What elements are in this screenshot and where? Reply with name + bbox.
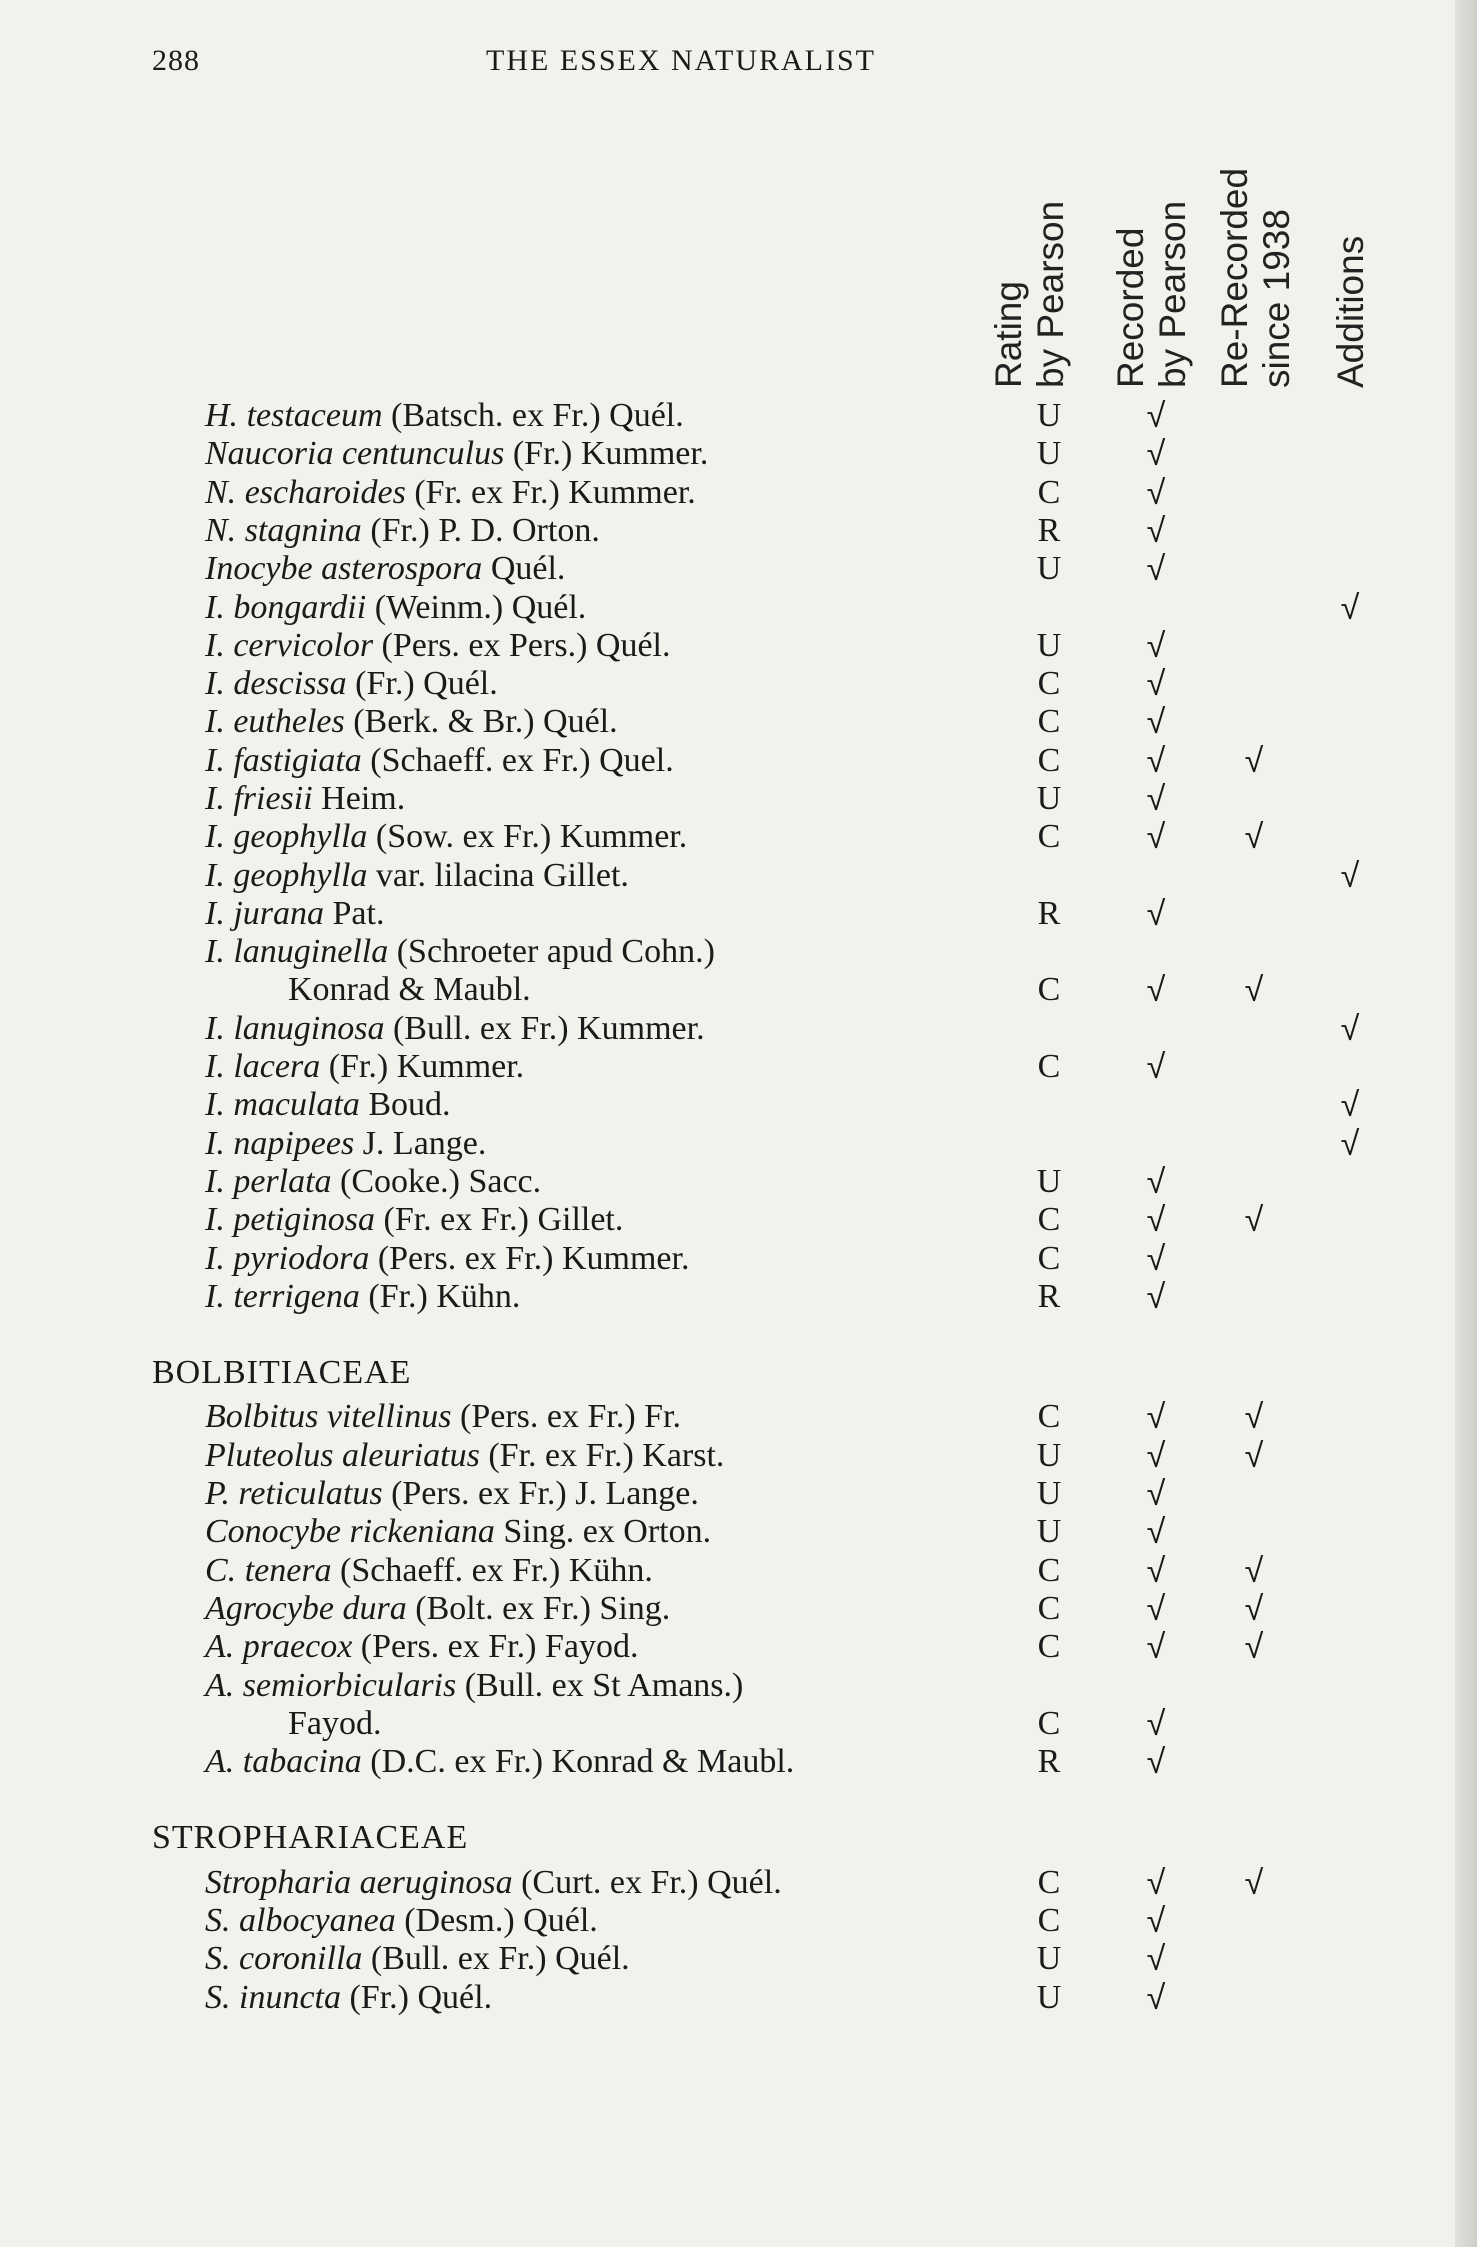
species-name (205, 1902, 598, 1940)
author-text: var. lilacina Gillet. (375, 857, 629, 894)
author-text: (Fr. ex Fr.) Gillet. (383, 1201, 624, 1238)
genus-name: Pluteolus (205, 1437, 334, 1474)
species-epithet: descissa (233, 665, 347, 702)
recorded-mark: √ (1146, 512, 1166, 550)
table-row (0, 1201, 1440, 1239)
table-row (0, 1743, 1440, 1781)
recorded-mark: √ (1146, 1201, 1166, 1239)
table-row (0, 895, 1440, 933)
rerecorded-mark: √ (1244, 971, 1264, 1009)
genus-name: I. (205, 1278, 225, 1315)
author-text: (Fr.) Kühn. (368, 1278, 521, 1315)
author-text: (Pers. ex Pers.) Quél. (381, 627, 671, 664)
species-epithet: bongardii (233, 589, 367, 626)
genus-name: Inocybe (205, 550, 313, 587)
genus-name: I. (205, 703, 225, 740)
table-row (0, 1864, 1440, 1902)
recorded-mark: √ (1146, 1864, 1166, 1902)
table-row (0, 1940, 1440, 1978)
species-name (205, 857, 629, 895)
species-epithet: maculata (233, 1086, 360, 1123)
table-row (0, 1278, 1440, 1316)
recorded-mark: √ (1146, 627, 1166, 665)
species-name (205, 512, 600, 550)
species-epithet: aeruginosa (359, 1864, 513, 1901)
genus-name: I. (205, 818, 225, 855)
author-text: (Batsch. ex Fr.) Quél. (391, 397, 684, 434)
author-text: (Berk. & Br.) Quél. (353, 703, 618, 740)
page-edge (1455, 0, 1477, 2247)
rating-cell: R (1037, 895, 1061, 932)
author-text: (Schroeter apud Cohn.) (396, 933, 715, 970)
species-epithet: escharoides (244, 474, 406, 511)
author-text: Fayod. (288, 1705, 382, 1742)
species-epithet: eutheles (233, 703, 345, 740)
species-epithet: tenera (244, 1552, 332, 1589)
column-header-rating-line1: Rating (988, 281, 1029, 388)
rating-cell: C (1037, 703, 1061, 740)
rating-cell: C (1037, 1705, 1061, 1742)
author-text: Pat. (332, 895, 385, 932)
genus-name: Naucoria (205, 435, 334, 472)
table-row (0, 971, 1440, 1009)
recorded-mark: √ (1146, 435, 1166, 473)
recorded-mark: √ (1146, 474, 1166, 512)
author-text: (Schaeff. ex Fr.) Quel. (370, 742, 674, 779)
species-epithet: friesii (233, 780, 313, 817)
rating-cell: U (1036, 1475, 1062, 1512)
table-row (0, 1240, 1440, 1278)
author-text: (Schaeff. ex Fr.) Kühn. (340, 1552, 653, 1589)
rating-cell: C (1037, 474, 1061, 511)
genus-name: N. (205, 512, 237, 549)
species-epithet: asterospora (321, 550, 483, 587)
recorded-mark: √ (1146, 1552, 1166, 1590)
author-text: (Curt. ex Fr.) Quél. (521, 1864, 782, 1901)
species-epithet: inuncta (239, 1979, 341, 2016)
recorded-mark: √ (1146, 895, 1166, 933)
species-epithet: rickeniana (349, 1513, 495, 1550)
rating-cell: C (1037, 1902, 1061, 1939)
author-text: (Bull. ex Fr.) Quél. (370, 1940, 630, 1977)
recorded-mark: √ (1146, 818, 1166, 856)
species-name (205, 1437, 724, 1475)
rating-cell: C (1037, 1398, 1061, 1435)
species-name (205, 1010, 705, 1048)
author-text: Quél. (490, 550, 566, 587)
rating-cell: C (1037, 665, 1061, 702)
species-epithet: centunculus (341, 435, 505, 472)
recorded-mark: √ (1146, 1902, 1166, 1940)
table-row (0, 1163, 1440, 1201)
species-name (205, 1940, 630, 1978)
species-name (205, 397, 684, 435)
genus-name: C. (205, 1552, 237, 1589)
rating-cell: U (1036, 435, 1062, 472)
species-name (205, 1590, 670, 1628)
rating-cell: C (1037, 818, 1061, 855)
author-text: (Pers. ex Fr.) Fayod. (360, 1628, 639, 1665)
species-name (205, 933, 715, 971)
species-epithet: napipees (233, 1125, 355, 1162)
author-text: (Fr. ex Fr.) Kummer. (414, 474, 696, 511)
table-row (0, 1125, 1440, 1163)
rating-cell: C (1037, 1590, 1061, 1627)
species-name (205, 1163, 541, 1201)
author-text: Konrad & Maubl. (288, 971, 531, 1008)
additions-mark: √ (1340, 1086, 1360, 1124)
genus-name: I. (205, 895, 225, 932)
rating-cell: U (1036, 1979, 1062, 2016)
genus-name: Conocybe (205, 1513, 341, 1550)
species-epithet: tabacina (242, 1743, 362, 1780)
table-row (0, 435, 1440, 473)
table-row (0, 1010, 1440, 1048)
rerecorded-mark: √ (1244, 1201, 1264, 1239)
genus-name: Agrocybe (205, 1590, 335, 1627)
genus-name: I. (205, 933, 225, 970)
author-text: (Fr. ex Fr.) Karst. (488, 1437, 725, 1474)
genus-name: H. (205, 397, 239, 434)
rating-cell: U (1036, 1940, 1062, 1977)
table-row (0, 512, 1440, 550)
table-row (0, 780, 1440, 818)
author-text: (Pers. ex Fr.) Fr. (460, 1398, 681, 1435)
rating-cell: C (1037, 1628, 1061, 1665)
recorded-mark: √ (1146, 1163, 1166, 1201)
genus-name: I. (205, 1240, 225, 1277)
genus-name: S. (205, 1940, 231, 1977)
rerecorded-mark: √ (1244, 1628, 1264, 1666)
species-name (205, 1667, 743, 1705)
additions-mark: √ (1340, 1010, 1360, 1048)
species-epithet: geophylla (233, 818, 368, 855)
species-epithet: fastigiata (233, 742, 362, 779)
species-name (205, 1513, 711, 1551)
recorded-mark: √ (1146, 703, 1166, 741)
species-epithet: perlata (233, 1163, 332, 1200)
table-row (0, 474, 1440, 512)
species-name (205, 1278, 520, 1316)
recorded-mark: √ (1146, 971, 1166, 1009)
species-name (205, 1048, 524, 1086)
rating-cell: R (1037, 1278, 1061, 1315)
author-text: (Desm.) Quél. (404, 1902, 598, 1939)
author-text: (Fr.) Kummer. (512, 435, 709, 472)
rating-cell: U (1036, 1437, 1062, 1474)
recorded-mark: √ (1146, 1475, 1166, 1513)
column-header-recorded-line1: Recorded (1110, 227, 1151, 388)
recorded-mark: √ (1146, 1513, 1166, 1551)
genus-name: A. (205, 1743, 235, 1780)
species-name (205, 1743, 794, 1781)
rerecorded-mark: √ (1244, 1552, 1264, 1590)
species-epithet: stagnina (244, 512, 362, 549)
recorded-mark: √ (1146, 780, 1166, 818)
table-row (0, 1048, 1440, 1086)
species-epithet: terrigena (233, 1278, 360, 1315)
author-text: (Bull. ex St Amans.) (464, 1667, 744, 1704)
species-name (205, 1979, 492, 2017)
table-row (0, 933, 1440, 971)
author-text: (Bolt. ex Fr.) Sing. (415, 1590, 671, 1627)
genus-name: S. (205, 1902, 231, 1939)
rerecorded-mark: √ (1244, 1590, 1264, 1628)
page-number: 288 (152, 44, 200, 77)
rating-cell: U (1036, 1163, 1062, 1200)
genus-name: I. (205, 627, 225, 664)
table-row (0, 627, 1440, 665)
genus-name: I. (205, 742, 225, 779)
author-text: (Fr.) Quél. (349, 1979, 493, 2016)
recorded-mark: √ (1146, 1437, 1166, 1475)
species-name (205, 703, 618, 741)
author-text: (Fr.) P. D. Orton. (370, 512, 600, 549)
species-epithet: reticulatus (238, 1475, 383, 1512)
column-header-rating-line2: by Pearson (1030, 200, 1071, 388)
genus-name: A. (205, 1667, 235, 1704)
recorded-mark: √ (1146, 1940, 1166, 1978)
species-name (205, 1628, 638, 1666)
species-name (205, 1240, 689, 1278)
author-text: (Weinm.) Quél. (374, 589, 587, 626)
recorded-mark: √ (1146, 1590, 1166, 1628)
rating-cell: C (1037, 742, 1061, 779)
genus-name: I. (205, 1048, 225, 1085)
species-name (205, 474, 696, 512)
rating-cell: C (1037, 1048, 1061, 1085)
recorded-mark: √ (1146, 550, 1166, 588)
species-name (205, 1125, 486, 1163)
rating-cell: C (1037, 1552, 1061, 1589)
species-name (205, 742, 674, 780)
table-row (0, 665, 1440, 703)
species-epithet: testaceum (246, 397, 383, 434)
table-row (0, 1552, 1440, 1590)
genus-name: A. (205, 1628, 235, 1665)
species-name (205, 665, 498, 703)
species-name (205, 818, 687, 856)
author-text: (Fr.) Quél. (355, 665, 498, 702)
author-text: (Pers. ex Fr.) Kummer. (377, 1240, 690, 1277)
author-text: (Sow. ex Fr.) Kummer. (375, 818, 688, 855)
species-epithet: lacera (233, 1048, 321, 1085)
recorded-mark: √ (1146, 1979, 1166, 2017)
species-name (205, 1552, 653, 1590)
author-text: (Bull. ex Fr.) Kummer. (392, 1010, 705, 1047)
table-row (0, 397, 1440, 435)
rating-cell: U (1036, 397, 1062, 434)
table-row (0, 1513, 1440, 1551)
species-name (205, 1864, 782, 1902)
table-row (0, 589, 1440, 627)
table-row (0, 1902, 1440, 1940)
author-continuation (288, 1705, 382, 1743)
recorded-mark: √ (1146, 1240, 1166, 1278)
species-name (205, 1475, 699, 1513)
recorded-mark: √ (1146, 1628, 1166, 1666)
table-row (0, 1086, 1440, 1124)
column-header-additions-line1: Additions (1330, 235, 1371, 388)
genus-name: I. (205, 1010, 225, 1047)
rating-cell: C (1037, 1240, 1061, 1277)
species-name (205, 1398, 681, 1436)
author-continuation (288, 971, 531, 1009)
species-epithet: praecox (242, 1628, 353, 1665)
table-row (0, 1437, 1440, 1475)
rating-cell: U (1036, 627, 1062, 664)
genus-name: I. (205, 857, 225, 894)
additions-mark: √ (1340, 1125, 1360, 1163)
column-header-rerecorded-line1: Re-Recorded (1214, 167, 1255, 388)
rerecorded-mark: √ (1244, 1864, 1264, 1902)
recorded-mark: √ (1146, 397, 1166, 435)
table-row (0, 857, 1440, 895)
species-epithet: aleuriatus (341, 1437, 480, 1474)
author-text: J. Lange. (362, 1125, 487, 1162)
column-header-recorded-line2: by Pearson (1152, 200, 1193, 388)
author-text: Heim. (321, 780, 406, 817)
additions-mark: √ (1340, 589, 1360, 627)
genus-name: I. (205, 1163, 225, 1200)
genus-name: I. (205, 665, 225, 702)
species-epithet: albocyanea (239, 1902, 396, 1939)
recorded-mark: √ (1146, 1398, 1166, 1436)
author-text: (Fr.) Kummer. (328, 1048, 525, 1085)
rating-cell: C (1037, 971, 1061, 1008)
species-epithet: pyriodora (233, 1240, 370, 1277)
table-row (0, 1475, 1440, 1513)
recorded-mark: √ (1146, 665, 1166, 703)
species-name (205, 627, 670, 665)
author-text: (Pers. ex Fr.) J. Lange. (391, 1475, 699, 1512)
genus-name: Stropharia (205, 1864, 352, 1901)
author-text: (D.C. ex Fr.) Konrad & Maubl. (370, 1743, 795, 1780)
author-text: (Cooke.) Sacc. (340, 1163, 542, 1200)
running-title: THE ESSEX NATURALIST (486, 44, 876, 77)
genus-name: I. (205, 589, 225, 626)
species-epithet: petiginosa (233, 1201, 375, 1238)
species-epithet: geophylla (233, 857, 368, 894)
genus-name: N. (205, 474, 237, 511)
species-name (205, 1201, 623, 1239)
species-epithet: cervicolor (233, 627, 374, 664)
rerecorded-mark: √ (1244, 1437, 1264, 1475)
rating-cell: C (1037, 1201, 1061, 1238)
table-row (0, 1979, 1440, 2017)
author-text: Boud. (368, 1086, 451, 1123)
table-row (0, 550, 1440, 588)
recorded-mark: √ (1146, 1048, 1166, 1086)
table-row (0, 1590, 1440, 1628)
table-row (0, 742, 1440, 780)
rating-cell: U (1036, 1513, 1062, 1550)
species-epithet: semiorbicularis (242, 1667, 457, 1704)
table-row (0, 1667, 1440, 1705)
section-title: STROPHARIACEAE (152, 1819, 469, 1856)
table-row (0, 1705, 1440, 1743)
recorded-mark: √ (1146, 1743, 1166, 1781)
genus-name: I. (205, 1201, 225, 1238)
genus-name: I. (205, 780, 225, 817)
recorded-mark: √ (1146, 1705, 1166, 1743)
table-row (0, 1628, 1440, 1666)
species-epithet: coronilla (239, 1940, 363, 1977)
genus-name: I. (205, 1125, 225, 1162)
recorded-mark: √ (1146, 742, 1166, 780)
genus-name: I. (205, 1086, 225, 1123)
rating-cell: U (1036, 780, 1062, 817)
table-row (0, 703, 1440, 741)
species-epithet: vitellinus (326, 1398, 452, 1435)
species-name (205, 895, 384, 933)
column-header-rerecorded-line2: since 1938 (1256, 209, 1297, 388)
rerecorded-mark: √ (1244, 742, 1264, 780)
table-row (0, 1398, 1440, 1436)
genus-name: P. (205, 1475, 230, 1512)
rating-cell: R (1037, 1743, 1061, 1780)
species-name (205, 550, 565, 588)
section-title: BOLBITIACEAE (152, 1354, 412, 1391)
species-name (205, 435, 708, 473)
rating-cell: U (1036, 550, 1062, 587)
genus-name: S. (205, 1979, 231, 2016)
rerecorded-mark: √ (1244, 1398, 1264, 1436)
species-name (205, 780, 405, 818)
rating-cell: C (1037, 1864, 1061, 1901)
genus-name: Bolbitus (205, 1398, 319, 1435)
author-text: Sing. ex Orton. (503, 1513, 712, 1550)
species-epithet: dura (342, 1590, 407, 1627)
species-epithet: jurana (233, 895, 325, 932)
species-epithet: lanuginosa (233, 1010, 385, 1047)
table-row (0, 818, 1440, 856)
recorded-mark: √ (1146, 1278, 1166, 1316)
rerecorded-mark: √ (1244, 818, 1264, 856)
species-epithet: lanuginella (233, 933, 389, 970)
additions-mark: √ (1340, 857, 1360, 895)
species-name (205, 589, 586, 627)
rating-cell: R (1037, 512, 1061, 549)
species-name (205, 1086, 451, 1124)
